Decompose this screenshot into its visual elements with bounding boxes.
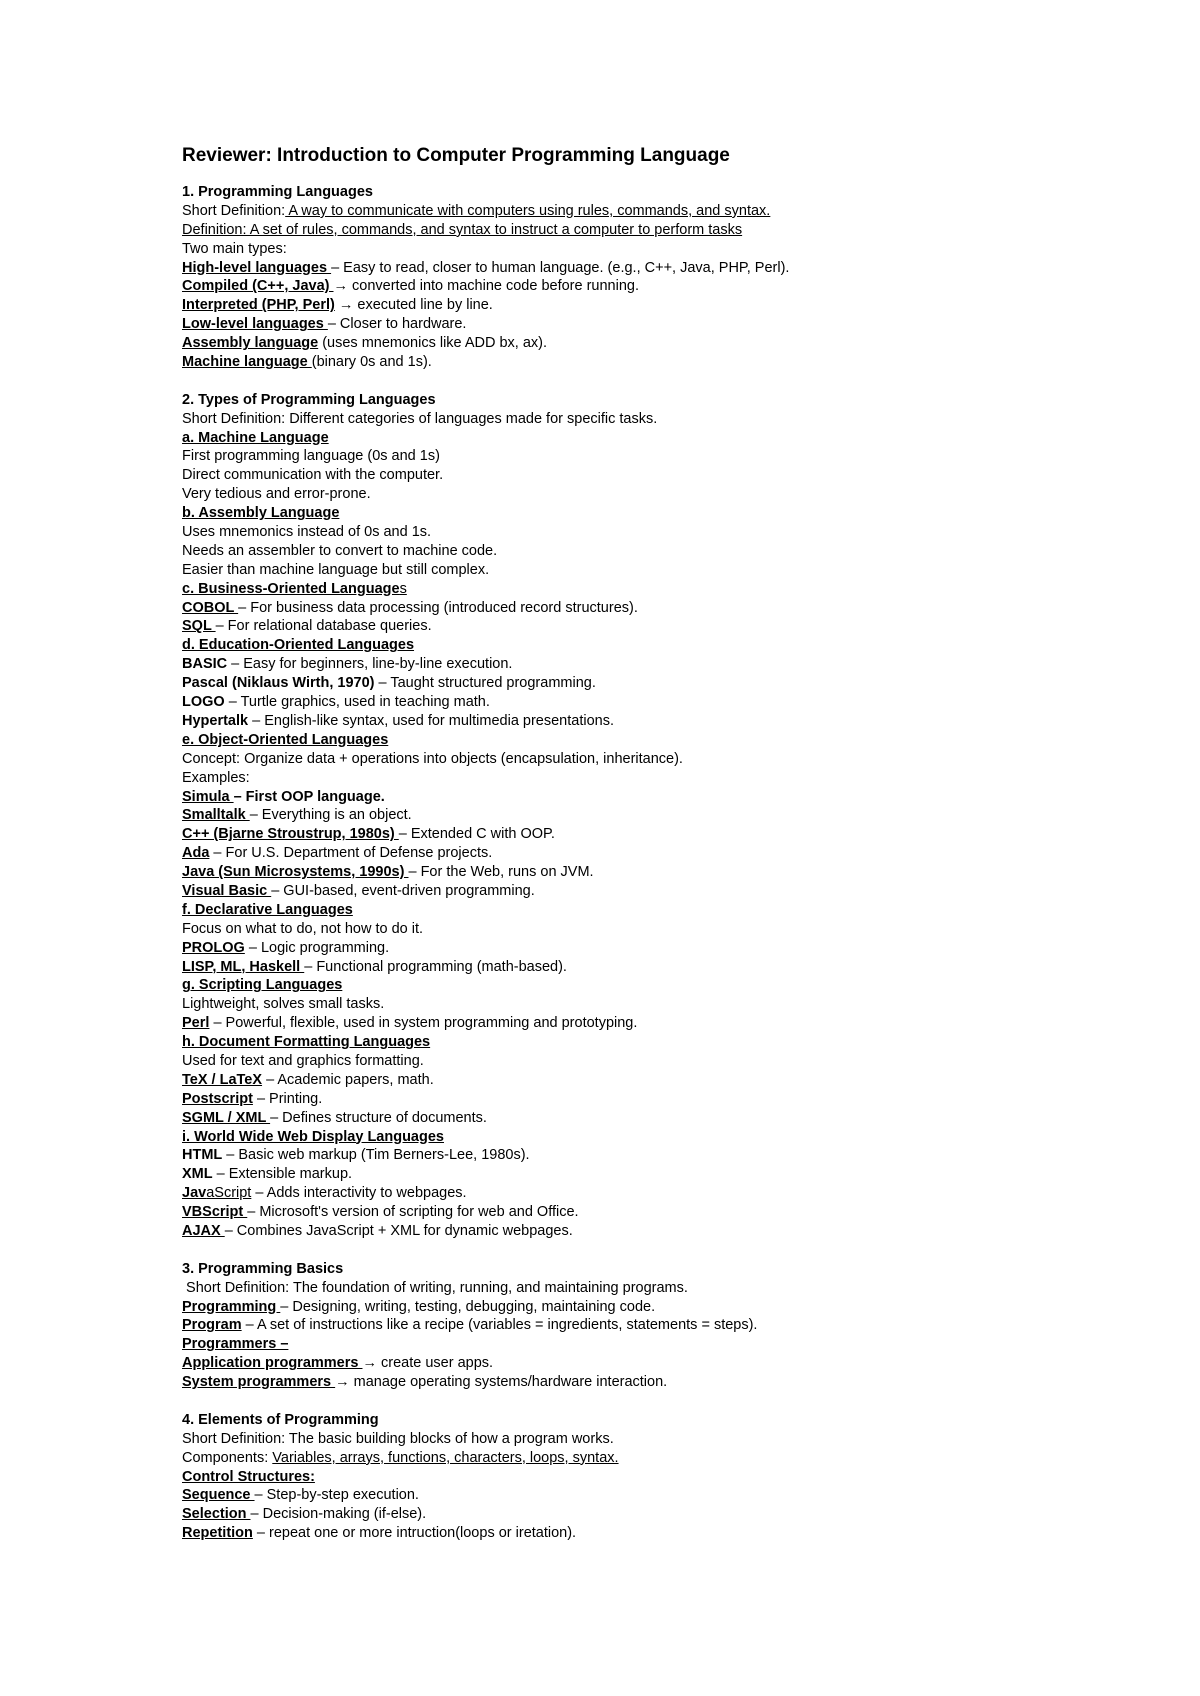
term: Low-level languages: [182, 316, 328, 333]
list-item: [182, 806, 1082, 825]
list-item: First programming language (0s and 1s): [182, 448, 440, 465]
s1-high-level: [182, 259, 1082, 278]
term: Repetition: [182, 1525, 253, 1542]
subheading-scripting: g. Scripting Languages: [182, 977, 343, 994]
s4-components: [182, 1449, 1082, 1468]
list-item: Easier than machine language but still complex.: [182, 561, 490, 578]
term: Postscript: [182, 1090, 253, 1107]
text: – Powerful, flexible, used in system programming and prototyping.: [209, 1015, 638, 1032]
subheading-document-formatting: h. Document Formatting Languages: [182, 1034, 431, 1051]
list-item: [182, 655, 1082, 674]
term: SQL: [182, 618, 216, 635]
s1-machine: [182, 353, 1082, 372]
subheading-machine-language: a. Machine Language: [182, 429, 329, 446]
term: Selection: [182, 1506, 251, 1523]
text: – Easy for beginners, line-by-line execution.: [227, 656, 513, 673]
list-item: [182, 1354, 1082, 1373]
list-item: Very tedious and error-prone.: [182, 486, 371, 503]
spacer: [182, 1241, 1082, 1260]
term: Simula: [182, 788, 234, 805]
subheading-business-oriented: [182, 580, 1082, 599]
list-item: [182, 1203, 1082, 1222]
text: – repeat one or more intruction(loops or iretation).: [252, 1525, 577, 1542]
text: – Turtle graphics, used in teaching math.: [224, 694, 490, 711]
subheading-control-structures: Control Structures:: [182, 1468, 315, 1485]
list-item: [182, 1316, 1082, 1335]
text: – Designing, writing, testing, debugging, maintaining code.: [280, 1298, 656, 1315]
text: – Adds interactivity to webpages.: [251, 1185, 467, 1202]
term: Assembly language: [182, 335, 319, 352]
list-item: [182, 1486, 1082, 1505]
s2-short-definition: Short Definition: Different categories of languages made for specific tasks.: [182, 410, 658, 427]
list-item: [182, 1298, 1082, 1317]
text: Variables, arrays, functions, characters, loops, syntax.: [272, 1449, 619, 1466]
text: – Printing.: [252, 1090, 323, 1107]
list-item: [182, 1071, 1082, 1090]
term: Compiled (C++, Java): [182, 278, 334, 295]
s4-short-definition: Short Definition: The basic building blocks of how a program works.: [182, 1430, 614, 1447]
text: – For relational database queries.: [215, 618, 432, 635]
term: Sequence: [182, 1487, 255, 1504]
text: – Closer to hardware.: [327, 316, 467, 333]
text: → manage operating systems/hardware interaction.: [335, 1374, 668, 1391]
s1-definition: Definition: A set of rules, commands, and syntax to instruct a computer to perform tasks: [182, 221, 743, 238]
text: A way to communicate with computers using rules, commands, and syntax.: [285, 202, 771, 219]
list-item: [182, 617, 1082, 636]
list-item: [182, 882, 1082, 901]
text: – GUI-based, event-driven programming.: [271, 882, 535, 899]
term: c. Business-Oriented Language: [182, 580, 400, 597]
term: Interpreted (PHP, Perl): [182, 297, 335, 314]
term: LISP, ML, Haskell: [182, 958, 305, 975]
document-title: Reviewer: Introduction to Computer Programming Language: [182, 145, 730, 166]
s1-low-level: [182, 315, 1082, 334]
list-item: [182, 693, 1082, 712]
label: Components:: [182, 1449, 273, 1466]
term: VBScript: [182, 1204, 248, 1221]
text: – Decision-making (if-else).: [250, 1506, 427, 1523]
s3-short-definition: Short Definition: The foundation of writing, running, and maintaining programs.: [182, 1279, 688, 1296]
text: – Logic programming.: [244, 939, 390, 956]
section-1-heading: 1. Programming Languages: [182, 184, 373, 200]
term: C++ (Bjarne Stroustrup, 1980s): [182, 826, 399, 843]
list-item: [182, 844, 1082, 863]
section-3-heading: 3. Programming Basics: [182, 1260, 344, 1277]
term: Visual Basic: [182, 882, 272, 899]
section-2-heading: 2. Types of Programming Languages: [182, 391, 436, 408]
list-item: [182, 788, 1082, 807]
text: – For the Web, runs on JVM.: [408, 864, 594, 881]
list-item: [182, 712, 1082, 731]
term: BASIC: [182, 656, 228, 673]
list-item: Lightweight, solves small tasks.: [182, 996, 385, 1013]
s1-two-main-types: Two main types:: [182, 240, 287, 257]
text: – Functional programming (math-based).: [304, 958, 567, 975]
term: Java (Sun Microsystems, 1990s): [182, 864, 409, 881]
list-item: Uses mnemonics instead of 0s and 1s.: [182, 524, 432, 541]
text: → executed line by line.: [334, 297, 493, 314]
text: – For business data processing (introduced record structures).: [238, 599, 638, 616]
list-item: [182, 1146, 1082, 1165]
s1-interpreted: [182, 296, 1082, 315]
term: Program: [182, 1317, 242, 1334]
list-item: [182, 1222, 1082, 1241]
term: Application programmers: [182, 1355, 363, 1372]
spacer: [182, 372, 1082, 391]
text: (binary 0s and 1s).: [311, 354, 432, 371]
list-item: Direct communication with the computer.: [182, 467, 444, 484]
list-item: [182, 1165, 1082, 1184]
term: Pascal (Niklaus Wirth, 1970): [182, 675, 375, 692]
text: → create user apps.: [362, 1355, 494, 1372]
list-item: Needs an assembler to convert to machine code.: [182, 542, 498, 559]
text: – Easy to read, closer to human language. (e.g., C++, Java, PHP, Perl).: [331, 259, 790, 276]
term: Hypertalk: [182, 712, 249, 729]
text: (uses mnemonics like ADD bx, ax).: [318, 335, 548, 352]
term: COBOL: [182, 599, 239, 616]
text: – First OOP language.: [233, 788, 385, 805]
text: – Extended C with OOP.: [398, 826, 555, 843]
list-item: Concept: Organize data + operations into objects (encapsulation, inheritance).: [182, 750, 683, 767]
term: System programmers: [182, 1374, 336, 1391]
list-item: Used for text and graphics formatting.: [182, 1052, 424, 1069]
term: Programming: [182, 1298, 281, 1315]
term: XML: [182, 1166, 213, 1183]
text: – Everything is an object.: [249, 807, 412, 824]
subheading-education-oriented: d. Education-Oriented Languages: [182, 637, 415, 654]
text: – English-like syntax, used for multimedia presentations.: [248, 712, 614, 729]
list-item: Examples:: [182, 769, 250, 786]
list-item: Focus on what to do, not how to do it.: [182, 920, 424, 937]
term: Jav: [182, 1185, 207, 1202]
term: High-level languages: [182, 259, 332, 276]
term: Ada: [182, 845, 210, 862]
text: – Basic web markup (Tim Berners-Lee, 1980s).: [222, 1147, 530, 1164]
text: – Step-by-step execution.: [254, 1487, 419, 1504]
s1-assembly: [182, 334, 1082, 353]
list-item: Programmers –: [182, 1336, 289, 1353]
list-item: [182, 863, 1082, 882]
term: LOGO: [182, 694, 225, 711]
text: – Combines JavaScript + XML for dynamic webpages.: [224, 1222, 573, 1239]
term: HTML: [182, 1147, 223, 1164]
text: – Defines structure of documents.: [270, 1109, 487, 1126]
text: – Microsoft's version of scripting for web and Office.: [247, 1204, 579, 1221]
text: – Taught structured programming.: [374, 675, 596, 692]
term: TeX / LaTeX: [182, 1071, 263, 1088]
list-item: [182, 1109, 1082, 1128]
s1-short-definition: [182, 202, 1082, 221]
subheading-object-oriented: e. Object-Oriented Languages: [182, 731, 389, 748]
s1-compiled: [182, 277, 1082, 296]
list-item: [182, 1184, 1082, 1203]
label: Short Definition:: [182, 202, 286, 219]
list-item: [182, 1524, 1082, 1543]
term: SGML / XML: [182, 1109, 271, 1126]
text: – Extensible markup.: [212, 1166, 353, 1183]
list-item: [182, 1373, 1082, 1392]
section-4-heading: 4. Elements of Programming: [182, 1411, 379, 1428]
text: → converted into machine code before running.: [333, 278, 639, 295]
subheading-www-display: i. World Wide Web Display Languages: [182, 1128, 444, 1145]
text: – For U.S. Department of Defense projects.: [209, 845, 493, 862]
subheading-assembly-language: b. Assembly Language: [182, 505, 340, 522]
list-item: [182, 939, 1082, 958]
list-item: [182, 674, 1082, 693]
term: Machine language: [182, 354, 312, 371]
document-page: [182, 144, 1082, 1543]
subheading-declarative: f. Declarative Languages: [182, 901, 353, 918]
text: – A set of instructions like a recipe (variables = ingredients, statements = steps).: [241, 1317, 758, 1334]
text: – Academic papers, math.: [262, 1071, 434, 1088]
list-item: [182, 1505, 1082, 1524]
spacer: [182, 1392, 1082, 1411]
list-item: [182, 958, 1082, 977]
list-item: [182, 825, 1082, 844]
term: PROLOG: [182, 939, 245, 956]
list-item: [182, 1014, 1082, 1033]
list-item: [182, 599, 1082, 618]
term: AJAX: [182, 1222, 225, 1239]
text: s: [399, 580, 407, 597]
term: Perl: [182, 1015, 210, 1032]
list-item: [182, 1090, 1082, 1109]
term-rest: aScript: [206, 1185, 252, 1202]
term: Smalltalk: [182, 807, 250, 824]
